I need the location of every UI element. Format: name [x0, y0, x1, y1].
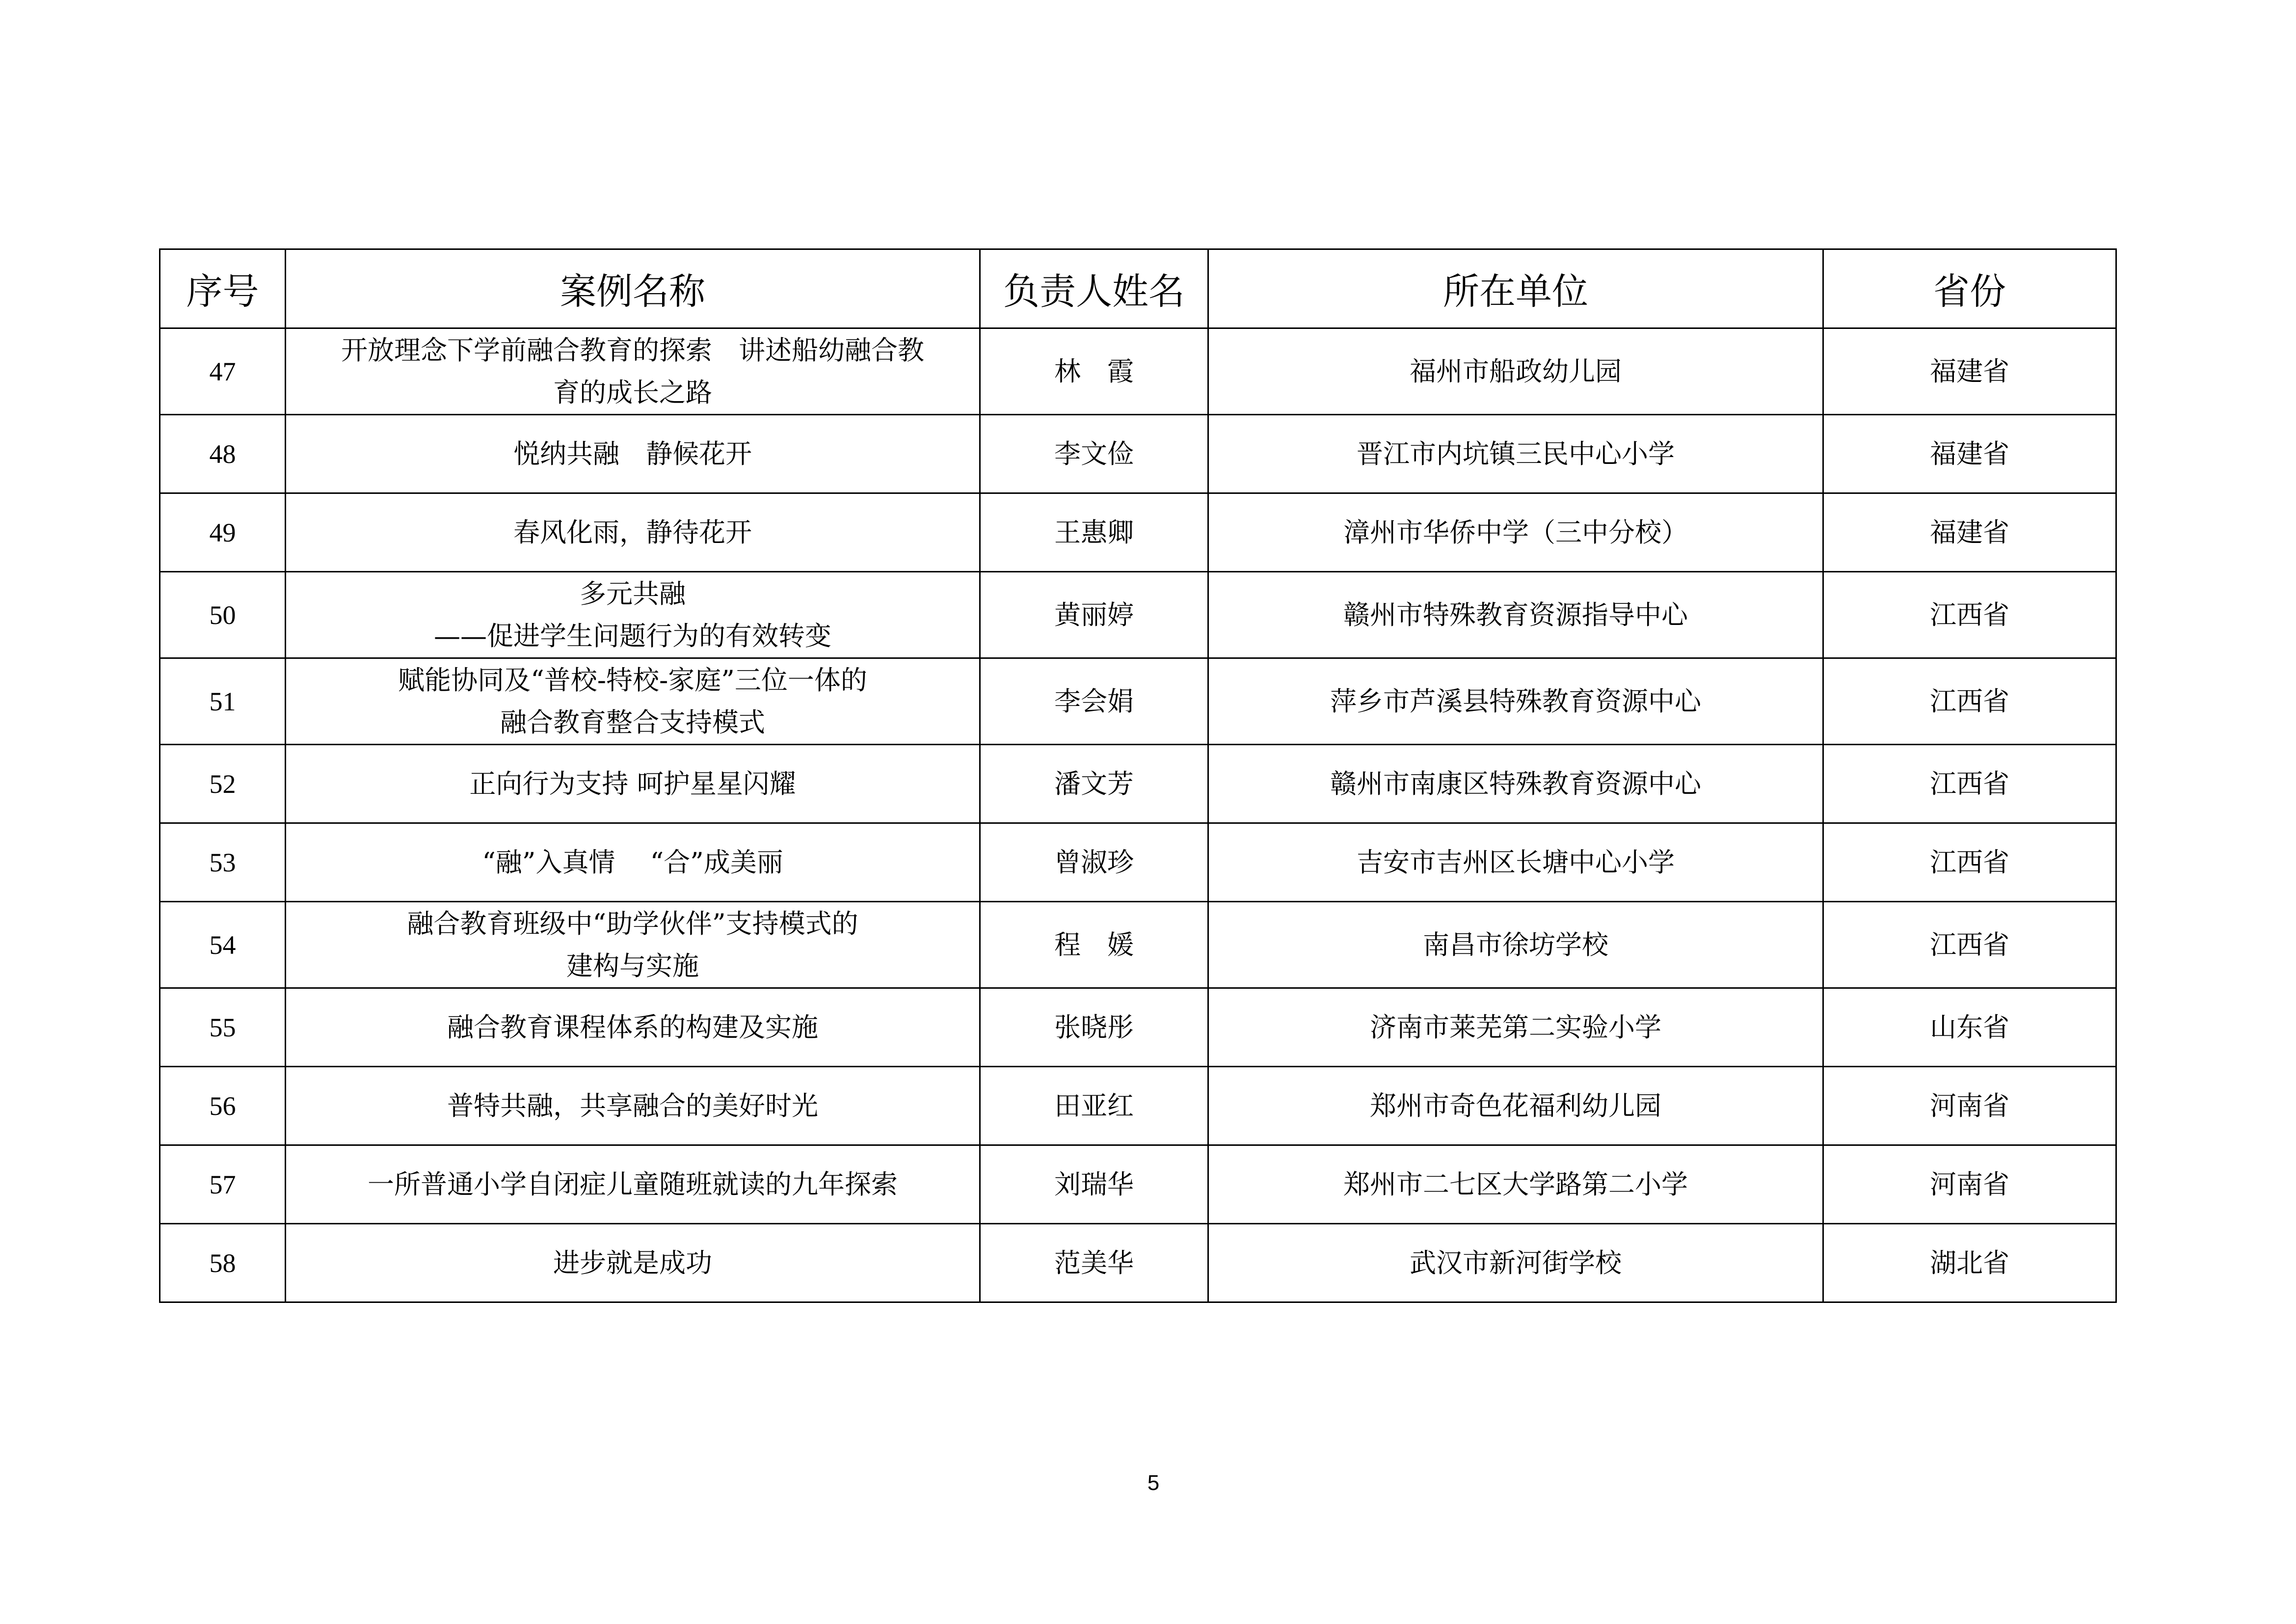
case-name-line: 融合教育整合支持模式 — [500, 706, 765, 738]
table-row — [160, 745, 2116, 823]
cell-serial-number: 53 — [160, 823, 286, 902]
cell-case-name — [286, 745, 980, 823]
cell-serial-number: 51 — [160, 658, 286, 745]
cell-serial-number: 48 — [160, 415, 286, 493]
cell-person-in-charge: 刘瑞华 — [980, 1145, 1208, 1224]
cell-case-name — [286, 988, 980, 1067]
cell-person-in-charge: 李会娟 — [980, 658, 1208, 745]
cell-unit: 萍乡市芦溪县特殊教育资源中心 — [1208, 658, 1823, 745]
cell-case-name — [286, 415, 980, 493]
cell-province: 河南省 — [1823, 1067, 2116, 1145]
table-row — [160, 1224, 2116, 1302]
cell-serial-number: 47 — [160, 328, 286, 415]
cell-unit: 赣州市特殊教育资源指导中心 — [1208, 572, 1823, 658]
table-row — [160, 988, 2116, 1067]
cell-case-name — [286, 1067, 980, 1145]
case-name-line: 融合教育班级中“助学伙伴”支持模式的 — [407, 908, 858, 939]
cell-province: 江西省 — [1823, 902, 2116, 988]
table-header-row — [160, 249, 2116, 328]
header-province: 省份 — [1823, 249, 2116, 328]
table-row — [160, 493, 2116, 572]
cell-unit: 郑州市二七区大学路第二小学 — [1208, 1145, 1823, 1224]
cell-unit: 郑州市奇色花福利幼儿园 — [1208, 1067, 1823, 1145]
cell-province: 福建省 — [1823, 493, 2116, 572]
table-row — [160, 1067, 2116, 1145]
cell-unit: 晋江市内坑镇三民中心小学 — [1208, 415, 1823, 493]
cell-person-in-charge: 曾淑珍 — [980, 823, 1208, 902]
cell-unit: 济南市莱芜第二实验小学 — [1208, 988, 1823, 1067]
header-person-in-charge: 负责人姓名 — [980, 249, 1208, 328]
cell-case-name — [286, 328, 980, 415]
table-row — [160, 902, 2116, 988]
cell-serial-number: 49 — [160, 493, 286, 572]
cell-unit: 吉安市吉州区长塘中心小学 — [1208, 823, 1823, 902]
cell-province: 福建省 — [1823, 415, 2116, 493]
case-name-line: 春风化雨，静待花开 — [513, 516, 752, 548]
header-serial-number: 序号 — [160, 249, 286, 328]
page-number: 5 — [1147, 1471, 1160, 1495]
cell-person-in-charge: 潘文芳 — [980, 745, 1208, 823]
cell-serial-number: 58 — [160, 1224, 286, 1302]
cell-case-name — [286, 902, 980, 988]
cell-serial-number: 50 — [160, 572, 286, 658]
case-name-line: 悦纳共融 静候花开 — [513, 438, 752, 469]
cell-person-in-charge: 张晓彤 — [980, 988, 1208, 1067]
case-name-line: 育的成长之路 — [553, 377, 712, 408]
table-row — [160, 328, 2116, 415]
cell-serial-number: 54 — [160, 902, 286, 988]
cell-case-name — [286, 823, 980, 902]
cell-case-name — [286, 658, 980, 745]
cell-unit: 漳州市华侨中学（三中分校） — [1208, 493, 1823, 572]
cell-serial-number: 57 — [160, 1145, 286, 1224]
cell-unit: 福州市船政幼儿园 — [1208, 328, 1823, 415]
cell-case-name — [286, 493, 980, 572]
table-row — [160, 415, 2116, 493]
case-name-line: 开放理念下学前融合教育的探索 讲述船幼融合教 — [341, 334, 924, 366]
cell-case-name — [286, 1145, 980, 1224]
cell-case-name — [286, 572, 980, 658]
cell-unit: 武汉市新河街学校 — [1208, 1224, 1823, 1302]
case-name-line: “融”入真情 “合”成美丽 — [482, 846, 783, 878]
case-name-line: 进步就是成功 — [553, 1247, 712, 1278]
cell-province: 江西省 — [1823, 572, 2116, 658]
case-name-line: 正向行为支持 呵护星星闪耀 — [469, 768, 796, 799]
case-name-line: ——促进学生问题行为的有效转变 — [434, 620, 831, 651]
cell-unit: 赣州市南康区特殊教育资源中心 — [1208, 745, 1823, 823]
case-name-line: 多元共融 — [580, 578, 686, 609]
table-row — [160, 658, 2116, 745]
case-name-line: 赋能协同及“普校-特校-家庭”三位一体的 — [398, 664, 867, 696]
cell-province: 江西省 — [1823, 745, 2116, 823]
cell-serial-number: 56 — [160, 1067, 286, 1145]
cell-province: 福建省 — [1823, 328, 2116, 415]
cell-person-in-charge: 田亚红 — [980, 1067, 1208, 1145]
cell-serial-number: 52 — [160, 745, 286, 823]
cell-province: 山东省 — [1823, 988, 2116, 1067]
cell-province: 河南省 — [1823, 1145, 2116, 1224]
cell-province: 湖北省 — [1823, 1224, 2116, 1302]
case-name-line: 一所普通小学自闭症儿童随班就读的九年探索 — [368, 1168, 898, 1200]
case-name-line: 普特共融，共享融合的美好时光 — [447, 1090, 818, 1121]
cell-case-name — [286, 1224, 980, 1302]
cell-person-in-charge: 李文俭 — [980, 415, 1208, 493]
cell-unit: 南昌市徐坊学校 — [1208, 902, 1823, 988]
table-body — [160, 328, 2116, 1302]
cell-person-in-charge: 程 媛 — [980, 902, 1208, 988]
table-row — [160, 572, 2116, 658]
cell-person-in-charge: 黄丽婷 — [980, 572, 1208, 658]
case-name-line: 融合教育课程体系的构建及实施 — [447, 1011, 818, 1043]
case-list-table — [159, 248, 2117, 1303]
cell-serial-number: 55 — [160, 988, 286, 1067]
cell-province: 江西省 — [1823, 823, 2116, 902]
cell-person-in-charge: 王惠卿 — [980, 493, 1208, 572]
cell-province: 江西省 — [1823, 658, 2116, 745]
table-row — [160, 1145, 2116, 1224]
header-unit: 所在单位 — [1208, 249, 1823, 328]
cell-person-in-charge: 林 霞 — [980, 328, 1208, 415]
cell-person-in-charge: 范美华 — [980, 1224, 1208, 1302]
header-case-name: 案例名称 — [286, 249, 980, 328]
case-name-line: 建构与实施 — [566, 950, 699, 981]
table-row — [160, 823, 2116, 902]
